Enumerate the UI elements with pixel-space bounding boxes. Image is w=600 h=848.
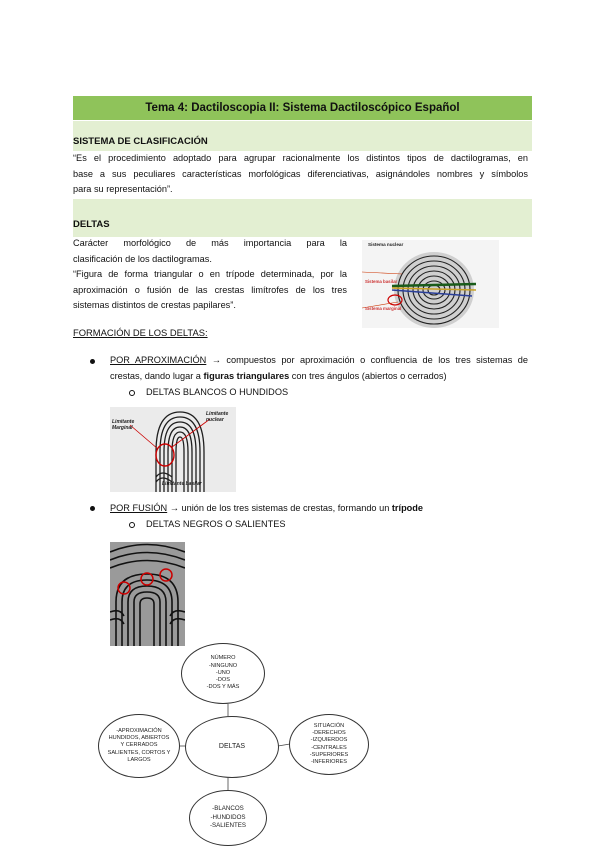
aprox-term: POR APROXIMACIÓN — [110, 355, 207, 365]
diagram-center-label: DELTAS — [218, 743, 246, 751]
aprox-line2-text: crestas, dando lugar a — [110, 370, 204, 381]
sub-bullet-negros: DELTAS NEGROS O SALIENTES — [146, 519, 286, 529]
fusion-text: unión de los tres sistemas de crestas, formando un — [181, 503, 392, 513]
node-line: -UNO — [215, 669, 231, 676]
arrow: → — [167, 503, 182, 513]
sistema-line: para su representación”. — [73, 184, 173, 194]
limitante-marginal-label: Limitante Marginal — [112, 419, 135, 431]
figure-label-basilar: Sistema basilar — [365, 279, 398, 284]
node-line: NÚMERO — [210, 655, 236, 662]
figure-label-marginal: Sistema marginal — [365, 306, 402, 311]
diagram-node-clase — [189, 790, 267, 846]
node-line: -SUPERIORES — [309, 751, 349, 758]
node-line: -INFERIORES — [310, 758, 348, 765]
aprox-line2-bold: figuras triangulares — [203, 370, 290, 381]
limitante-nuclear-label: Limitante nuclear — [206, 411, 229, 423]
fusion-bold: trípode — [391, 503, 424, 513]
deltas-line: “Figura de forma triangular o en trípode determinada, por la — [73, 269, 347, 279]
diagram-node-center — [185, 716, 279, 778]
deltas-line: sistemas distintos de crestas papilares”. — [73, 300, 236, 310]
formacion-heading: FORMACIÓN DE LOS DELTAS: — [73, 327, 208, 338]
diagram-node-situacion — [289, 714, 369, 775]
node-line: SALIENTES, CORTOS Y — [107, 749, 171, 756]
diagram-node-formacion — [98, 714, 180, 778]
arrow: → — [206, 355, 227, 365]
section-heading-sistema: SISTEMA DE CLASIFICACIÓN — [73, 136, 208, 147]
deltas-line: clasificación de los dactilogramas. — [73, 253, 212, 264]
node-line: SITUACIÓN — [313, 722, 345, 729]
fusion-term: POR FUSIÓN — [110, 503, 168, 513]
node-line: -DOS Y MÁS — [206, 684, 240, 691]
sub-bullet-blancos: DELTAS BLANCOS O HUNDIDOS — [146, 387, 289, 397]
node-line: -NINGUNO — [208, 662, 238, 669]
node-line: -IZQUIERDOS — [310, 737, 348, 744]
aprox-text: compuestos por aproximación o confluencia de los tres sistemas de — [226, 355, 528, 365]
section-heading-deltas: DELTAS — [73, 219, 110, 230]
node-line: LARGOS — [127, 756, 151, 763]
aprox-line2-after: con tres ángulos (abiertos o cerrados) — [289, 370, 447, 381]
node-line: -BLANCOS — [212, 805, 244, 813]
node-line: -DERECHOS — [312, 730, 346, 737]
deltas-line: Carácter morfológico de más importancia para la — [73, 238, 347, 248]
node-line: -HUNDIDOS — [210, 813, 246, 821]
node-line: -DOS — [216, 677, 230, 684]
page-title: Tema 4: Dactiloscopia II: Sistema Dactiloscópico Español — [73, 96, 532, 120]
node-line: -CENTRALES — [311, 744, 347, 751]
node-line: -APROXIMACIÓN — [116, 727, 162, 734]
figure-label-nuclear: Sistema nuclear — [368, 242, 404, 247]
sistema-line: base a sus peculiares características morfológicas diferenciativas, asignándoles nombres y símbolos — [73, 168, 528, 179]
diagram-node-numero — [181, 643, 265, 704]
node-line: -SALIENTES — [209, 822, 247, 830]
sistema-line: “Es el procedimiento adoptado para agrupar racionalmente los distintos tipos de dactilogramas, en — [73, 153, 528, 163]
deltas-line: aproximación o fusión de las crestas limítrofes de los tres — [73, 284, 347, 295]
node-line: HUNDIDOS, ABIERTOS — [108, 735, 170, 742]
limitante-basilar-label: Limitante basilar — [162, 481, 202, 487]
node-line: Y CERRADOS — [120, 742, 158, 749]
